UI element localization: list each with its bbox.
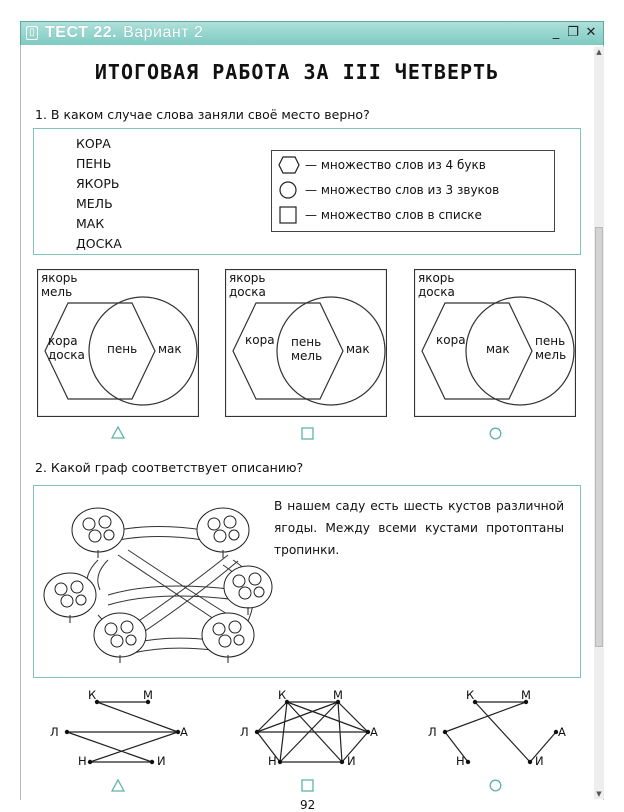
graph-node <box>65 730 69 734</box>
legend-row-circle: — множество слов из 3 звуков <box>272 180 552 200</box>
word-item: ДОСКА <box>76 236 122 251</box>
book-icon: ▯ <box>26 26 38 40</box>
scroll-down-icon[interactable]: ▼ <box>596 790 602 798</box>
triangle-option-mark[interactable] <box>111 779 125 792</box>
graph-node <box>443 730 447 734</box>
garden-illustration <box>38 495 274 673</box>
graph-option-3[interactable]: К М Л А Н И <box>428 690 578 770</box>
graph-option-2[interactable]: К М Л А Н И <box>240 690 390 770</box>
venn-option-3[interactable]: якорь доска кора мак пень мель <box>414 269 576 417</box>
scroll-up-icon[interactable]: ▲ <box>596 48 602 56</box>
graph-diagram <box>240 690 390 770</box>
graph-option-1[interactable]: К М Л А Н И <box>50 690 200 770</box>
word-item: МЕЛЬ <box>76 196 113 211</box>
legend-row-hexagon: — множество слов из 4 букв <box>272 155 552 175</box>
word-item: МАК <box>76 216 105 231</box>
task2-question: 2. Какой граф соответствует описанию? <box>35 460 304 475</box>
word-list <box>76 134 122 254</box>
graph-edge <box>257 702 287 732</box>
hexagon-icon <box>278 156 300 174</box>
venn-option-2[interactable]: якорь доска кора пень мель мак <box>225 269 387 417</box>
word-item: КОРА <box>76 136 111 151</box>
vertical-scrollbar[interactable] <box>594 47 604 799</box>
circle-icon <box>278 181 300 199</box>
task2-story: В нашем саду есть шесть кустов различной ягоды. Между всеми кустами протоптаны тропинки. <box>274 499 564 557</box>
square-icon <box>278 206 300 224</box>
scroll-thumb[interactable] <box>595 227 603 647</box>
square-option-mark[interactable] <box>301 779 314 792</box>
circle-option-mark[interactable] <box>489 427 502 440</box>
window-title: ТЕСТ 22. Вариант 2 <box>45 24 204 41</box>
graph-node <box>466 760 470 764</box>
venn-option-1[interactable]: якорь мель кора доска пень мак <box>37 269 199 417</box>
circle-option-mark[interactable] <box>489 779 502 792</box>
page-title: ИТОГОВАЯ РАБОТА ЗА III ЧЕТВЕРТЬ <box>94 60 500 84</box>
graph-diagram <box>50 690 200 770</box>
window-titlebar <box>20 21 604 45</box>
word-item: ЯКОРЬ <box>76 176 120 191</box>
task1-question: 1. В каком случае слова заняли своё место верно? <box>35 107 370 122</box>
restore-button[interactable]: ❐ <box>567 25 579 40</box>
close-button[interactable]: ✕ <box>585 25 597 40</box>
triangle-option-mark[interactable] <box>111 426 125 439</box>
graph-diagram <box>428 690 578 770</box>
minimize-button[interactable]: _ <box>552 25 560 40</box>
graph-node <box>150 760 154 764</box>
graph-node <box>528 760 532 764</box>
graph-node <box>255 730 259 734</box>
word-item: ПЕНЬ <box>76 156 112 171</box>
graph-edge <box>445 702 526 732</box>
graph-edge <box>338 702 368 732</box>
graph-node <box>88 760 92 764</box>
graph-node <box>278 760 282 764</box>
page-number: 92 <box>300 798 316 812</box>
graph-node <box>340 760 344 764</box>
legend-row-square: — множество слов в списке <box>272 205 552 225</box>
square-option-mark[interactable] <box>301 427 314 440</box>
legend-box <box>271 150 555 232</box>
graph-edge <box>97 702 178 732</box>
